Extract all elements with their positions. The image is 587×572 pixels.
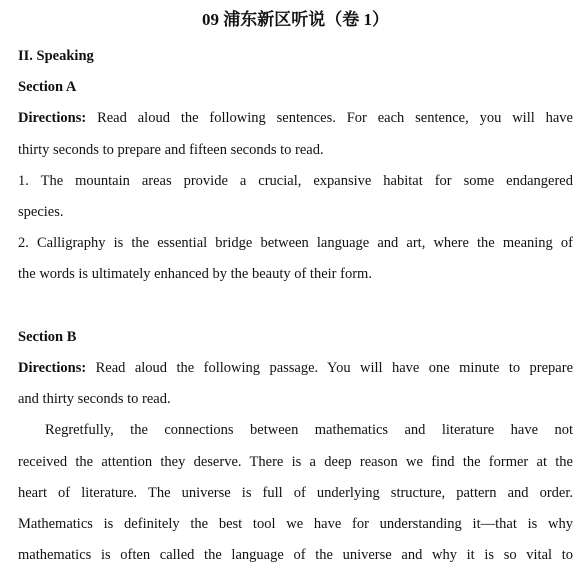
section-a-item-2-continuation: the words is ultimately enhanced by the beauty of their form. (18, 266, 372, 282)
section-a-directions (18, 108, 573, 128)
section-a-directions-label: Directions: (18, 110, 87, 126)
section-b-directions-label: Directions: (18, 360, 87, 376)
section-a-item-2: 2. Calligraphy is the essential bridge between language and art, where the meaning of (18, 235, 573, 251)
passage-line: heart of literature. The universe is full of underlying structure, pattern and order. (18, 485, 573, 501)
section-a-directions-line2: thirty seconds to prepare and fifteen seconds to read. (18, 142, 324, 158)
section-b-heading: Section B (18, 329, 77, 345)
section-a-item-1-continuation: species. (18, 204, 64, 220)
section-b-directions (18, 358, 573, 378)
section-a-item-1: 1. The mountain areas provide a crucial, expansive habitat for some endangered (18, 173, 573, 189)
section-b-directions-text: Read aloud the following passage. You will have one minute to prepare (86, 360, 573, 376)
section-a-directions-text: Read aloud the following sentences. For each sentence, you will have (86, 110, 573, 126)
section-b-directions-line2: and thirty seconds to read. (18, 391, 171, 407)
passage-line: Mathematics is definitely the best tool we have for understanding it—that is why (18, 516, 573, 532)
part-heading: II. Speaking (18, 48, 94, 64)
passage-line: received the attention they deserve. There is a deep reason we find the former at the (18, 454, 573, 470)
document-title: 09 浦东新区听说（卷 1） (202, 10, 389, 29)
passage-line: Regretfully, the connections between mathematics and literature have not (45, 422, 573, 438)
passage-line: mathematics is often called the language of the universe and why it is so vital to (18, 547, 573, 563)
section-a-heading: Section A (18, 79, 77, 95)
